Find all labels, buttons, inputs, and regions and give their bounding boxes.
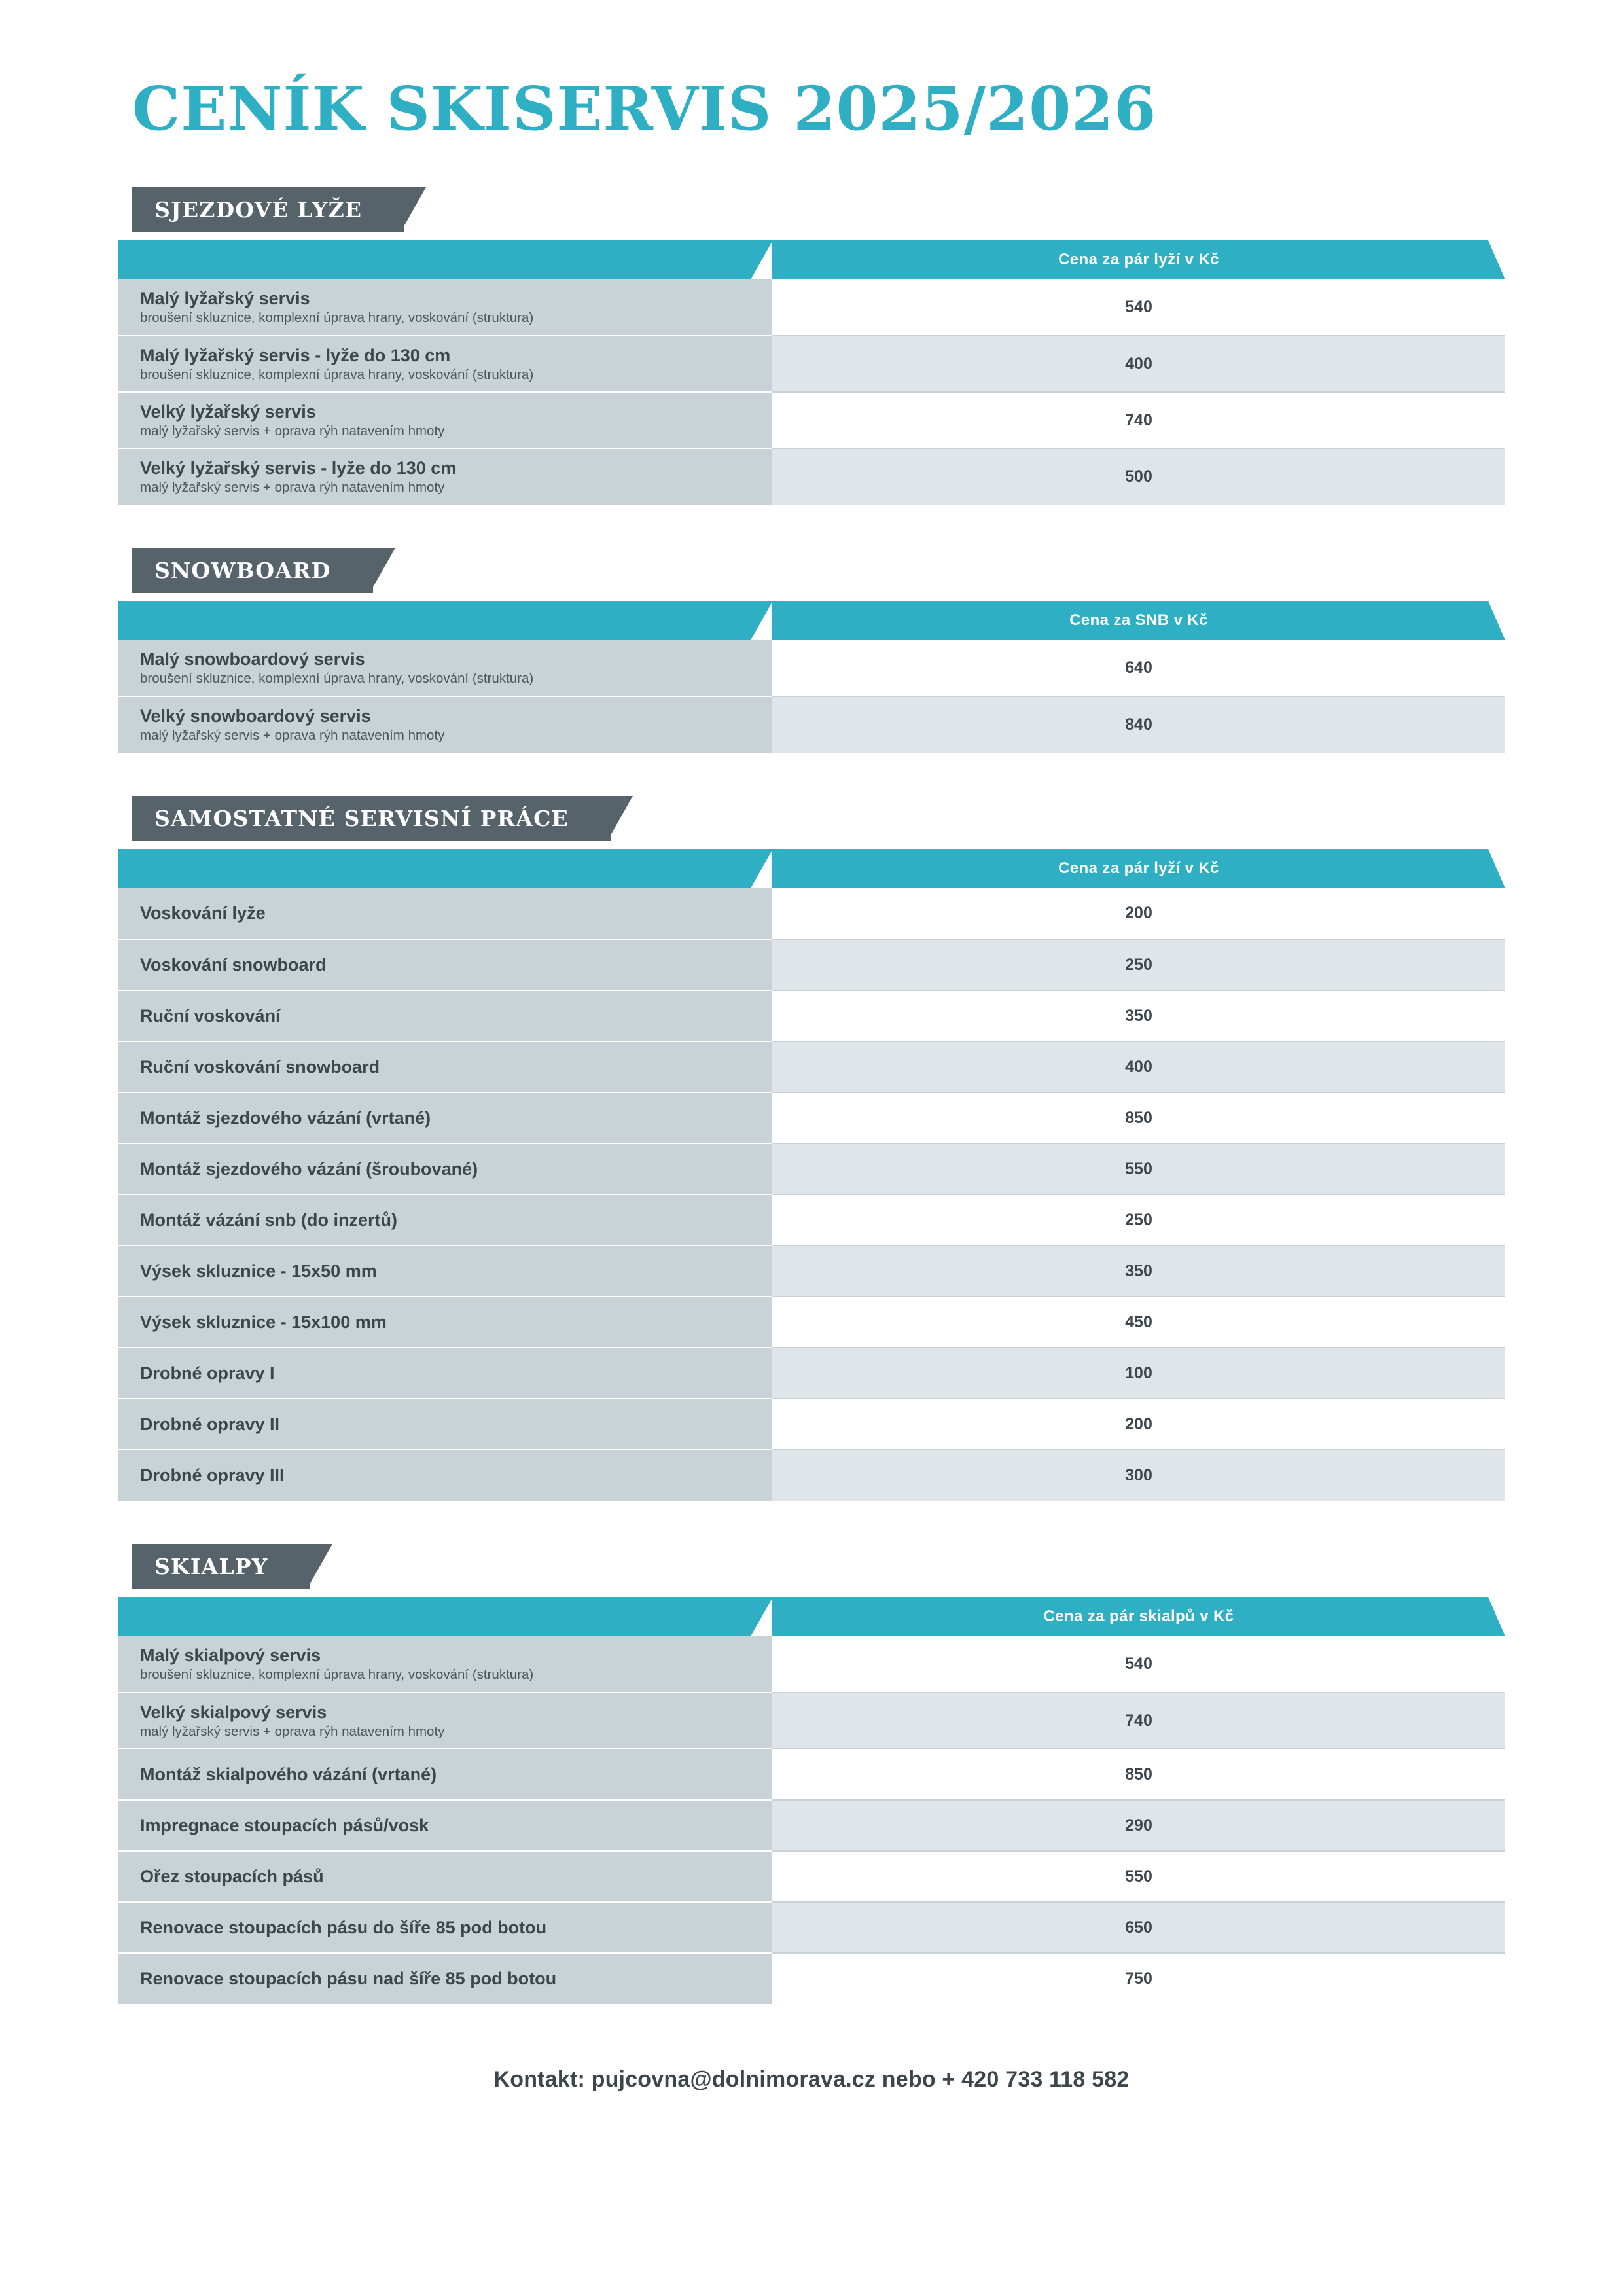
service-name: Velký snowboardový servis [140,706,371,726]
service-name-cell [118,448,772,505]
service-name: Výsek skluznice - 15x100 mm [140,1312,387,1332]
contact-line: Kontakt: pujcovna@dolnimorava.cz nebo + 420 733 118 582 [493,2067,1130,2092]
service-name-cell [118,1143,772,1194]
table-header-price: Cena za pár lyží v Kč [772,240,1505,279]
table-row [118,640,1505,696]
service-price: 500 [772,448,1505,505]
service-name: Drobné opravy III [140,1465,285,1486]
service-name: Drobné opravy I [140,1363,275,1383]
section-heading: SJEZDOVÉ LYŽE [132,187,404,232]
service-name-cell [118,1693,772,1749]
table-row [118,392,1505,448]
section [118,187,1505,505]
section-heading: SNOWBOARD [132,548,373,593]
service-name: Montáž skialpového vázání (vrtané) [140,1764,437,1784]
service-price: 640 [772,640,1505,696]
table-row [118,1953,1505,2004]
table-row [118,1749,1505,1800]
service-name: Voskování snowboard [140,954,327,975]
table-row [118,1246,1505,1297]
table-header-blank [118,849,772,888]
service-name-cell [118,1041,772,1092]
service-name-cell [118,696,772,753]
service-price: 540 [772,1636,1505,1693]
service-name: Malý snowboardový servis [140,649,365,670]
service-name-cell [118,888,772,939]
service-name: Velký lyžařský servis - lyže do 130 cm [140,458,457,478]
service-name-cell [118,1851,772,1902]
table-row [118,1348,1505,1399]
section [118,1544,1505,2004]
service-price: 350 [772,990,1505,1041]
service-name-cell [118,1194,772,1246]
page-title: CENÍK SKISERVIS 2025/2026 [132,73,1157,144]
service-name: Renovace stoupacích pásu nad šíře 85 pod botou [140,1969,557,1989]
table-header-price: Cena za pár skialpů v Kč [772,1597,1505,1636]
table-row [118,1143,1505,1194]
service-description: broušení skluznice, komplexní úprava hrany, voskování (struktura) [140,1667,534,1683]
table-row [118,1041,1505,1092]
service-name: Ruční voskování [140,1005,281,1026]
service-description: broušení skluznice, komplexní úprava hrany, voskování (struktura) [140,310,534,326]
table-row [118,1092,1505,1143]
table-header-blank [118,601,772,640]
table-row [118,1297,1505,1348]
table-header-price: Cena za SNB v Kč [772,601,1505,640]
service-name: Ořez stoupacích pásů [140,1866,324,1886]
service-description: malý lyžařský servis + oprava rýh natavením hmoty [140,423,445,439]
service-price: 550 [772,1851,1505,1902]
service-name-cell [118,1297,772,1348]
service-price: 100 [772,1348,1505,1399]
section [118,796,1505,1501]
service-name: Malý lyžařský servis - lyže do 130 cm [140,345,451,365]
service-description: malý lyžařský servis + oprava rýh natavením hmoty [140,728,445,744]
service-price: 400 [772,1041,1505,1092]
service-name-cell [118,640,772,696]
table-row [118,1902,1505,1953]
service-name: Montáž sjezdového vázání (šroubované) [140,1158,478,1179]
service-name: Drobné opravy II [140,1414,280,1434]
price-table [118,849,1505,1501]
sections-container [118,187,1505,2004]
service-name: Montáž sjezdového vázání (vrtané) [140,1107,431,1128]
service-price: 200 [772,1399,1505,1450]
service-name-cell [118,336,772,392]
service-price: 550 [772,1143,1505,1194]
table-row [118,1800,1505,1851]
service-name-cell [118,1348,772,1399]
service-name: Voskování lyže [140,903,266,924]
table-row [118,1194,1505,1246]
service-description: malý lyžařský servis + oprava rýh natavením hmoty [140,480,445,495]
table-row [118,1851,1505,1902]
service-price: 200 [772,888,1505,939]
table-row [118,279,1505,336]
service-name: Velký skialpový servis [140,1702,327,1722]
price-table [118,240,1505,505]
section-heading: SAMOSTATNÉ SERVISNÍ PRÁCE [132,796,611,841]
table-row [118,1399,1505,1450]
table-row [118,1636,1505,1693]
service-description: broušení skluznice, komplexní úprava hrany, voskování (struktura) [140,671,534,687]
service-name: Montáž vázání snb (do inzertů) [140,1210,398,1230]
service-name-cell [118,1749,772,1800]
table-header-blank [118,240,772,279]
service-name-cell [118,392,772,448]
service-price: 740 [772,1693,1505,1749]
service-price: 840 [772,696,1505,753]
service-name: Impregnace stoupacích pásů/vosk [140,1815,429,1835]
service-name-cell [118,1902,772,1953]
service-price: 540 [772,279,1505,336]
service-name: Renovace stoupacích pásu do šíře 85 pod botou [140,1917,547,1937]
service-price: 850 [772,1092,1505,1143]
section [118,548,1505,753]
service-name: Malý lyžařský servis [140,289,310,309]
service-name-cell [118,1800,772,1851]
service-price: 250 [772,1194,1505,1246]
section-heading: SKIALPY [132,1544,310,1589]
price-table [118,1597,1505,2004]
service-name-cell [118,1636,772,1693]
service-name: Malý skialpový servis [140,1645,321,1666]
table-header-price: Cena za pár lyží v Kč [772,849,1505,888]
service-price: 450 [772,1297,1505,1348]
table-row [118,1693,1505,1749]
service-price: 300 [772,1450,1505,1501]
table-row [118,888,1505,939]
service-name-cell [118,279,772,336]
service-price: 250 [772,939,1505,990]
service-name-cell [118,1399,772,1450]
service-price: 850 [772,1749,1505,1800]
service-price: 350 [772,1246,1505,1297]
service-name: Ruční voskování snowboard [140,1056,380,1077]
table-header-blank [118,1597,772,1636]
table-row [118,939,1505,990]
service-description: broušení skluznice, komplexní úprava hrany, voskování (struktura) [140,367,534,382]
service-price: 650 [772,1902,1505,1953]
service-name-cell [118,990,772,1041]
service-name: Velký lyžařský servis [140,401,316,422]
service-name: Výsek skluznice - 15x50 mm [140,1261,377,1281]
service-name-cell [118,1246,772,1297]
service-name-cell [118,939,772,990]
table-row [118,336,1505,392]
service-price: 740 [772,392,1505,448]
service-name-cell [118,1953,772,2004]
table-row [118,990,1505,1041]
price-table [118,601,1505,753]
service-price: 750 [772,1953,1505,2004]
table-row [118,696,1505,753]
table-row [118,1450,1505,1501]
service-description: malý lyžařský servis + oprava rýh natavením hmoty [140,1723,445,1739]
service-price: 290 [772,1800,1505,1851]
table-row [118,448,1505,505]
service-price: 400 [772,336,1505,392]
service-name-cell [118,1450,772,1501]
service-name-cell [118,1092,772,1143]
